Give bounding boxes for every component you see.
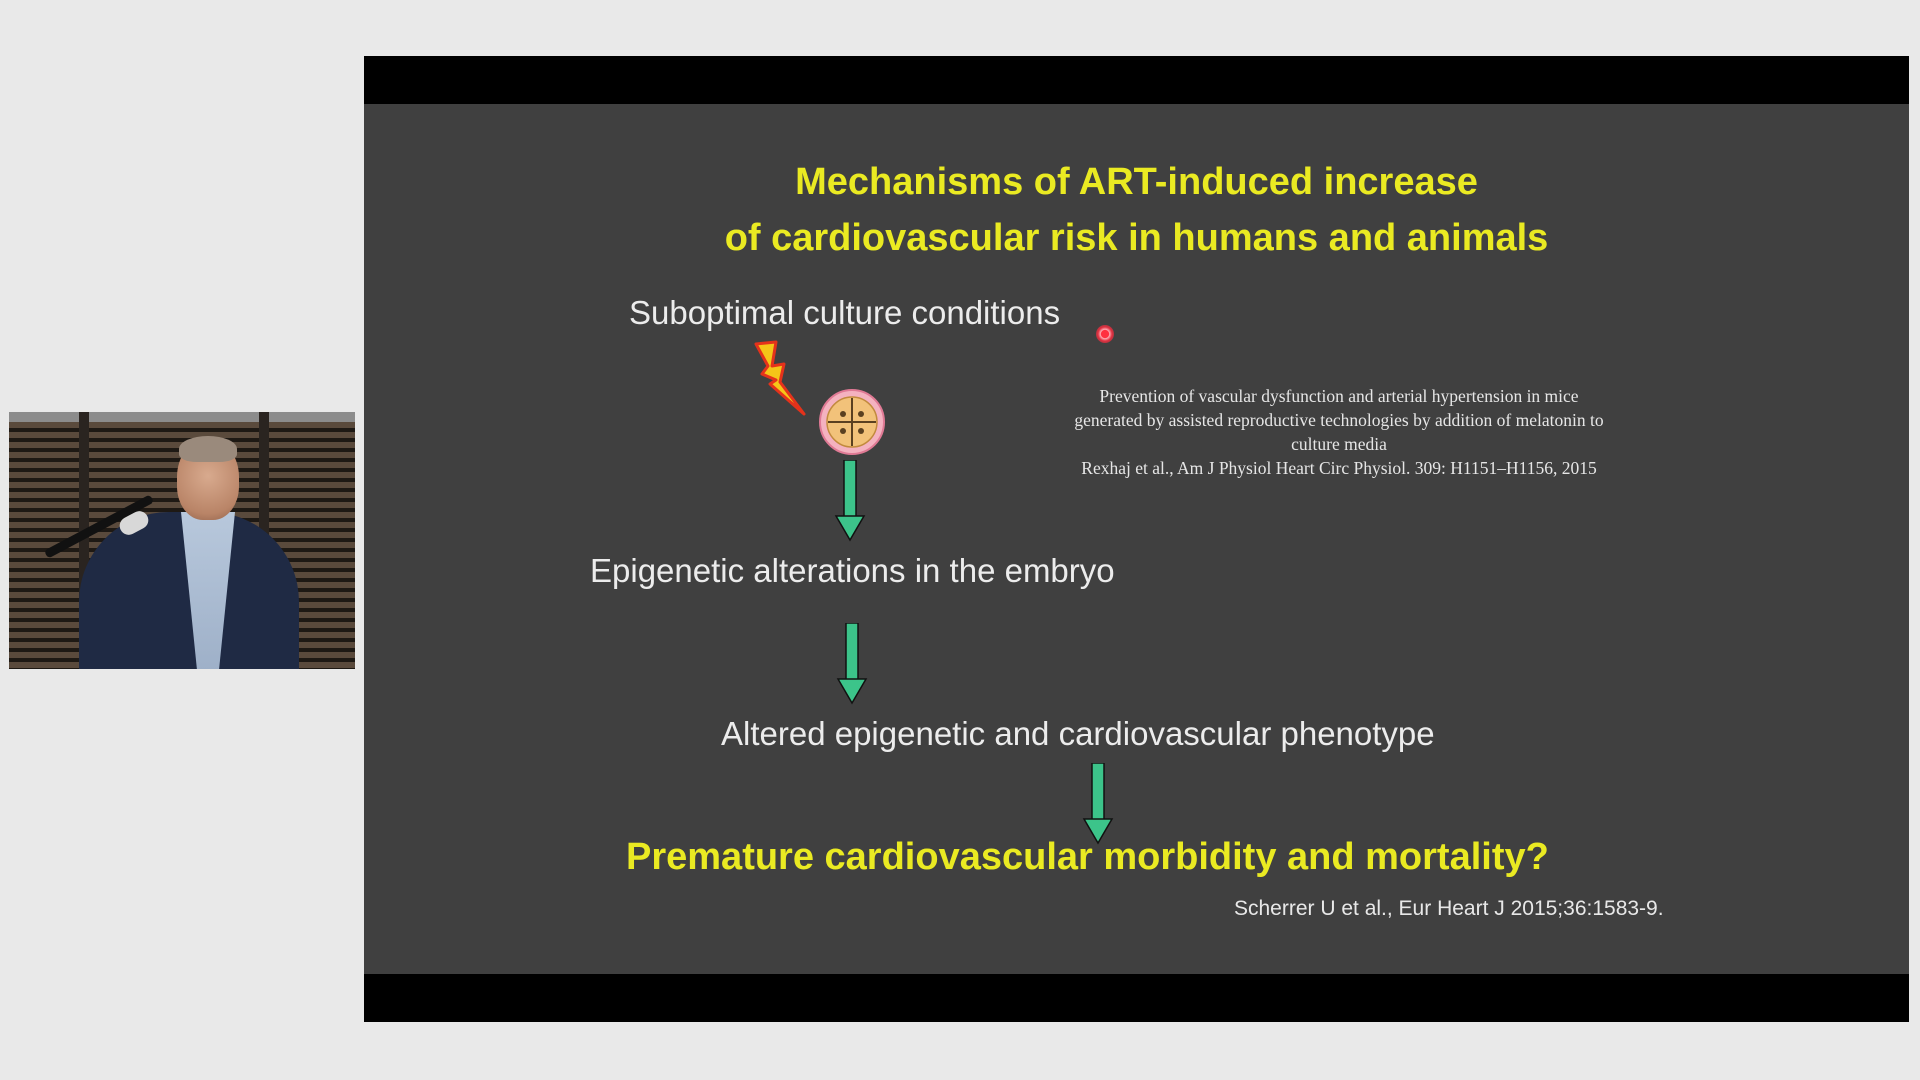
flow-step-culture-conditions: Suboptimal culture conditions: [629, 294, 1061, 331]
reference-line-2: generated by assisted reproductive technologies by addition of melatonin to: [1074, 410, 1604, 430]
slide-title: [364, 154, 1909, 266]
embryo-icon: [816, 386, 888, 458]
slide-title-line-2: of cardiovascular risk in humans and animals: [724, 217, 1549, 259]
reference-line-3: culture media: [1291, 434, 1387, 454]
down-arrow-icon: [834, 460, 866, 542]
reference-line-1: Prevention of vascular dysfunction and arterial hypertension in mice: [1099, 386, 1579, 406]
down-arrow-icon: [1082, 763, 1114, 845]
flow-step-altered-phenotype: Altered epigenetic and cardiovascular phenotype: [721, 715, 1435, 752]
speaker-webcam: [9, 412, 355, 669]
presentation-slide: [364, 104, 1909, 974]
flow-step-epigenetic-alterations: Epigenetic alterations in the embryo: [590, 552, 1115, 589]
reference-line-4: Rexhaj et al., Am J Physiol Heart Circ Physiol. 309: H1151–H1156, 2015: [1081, 458, 1597, 478]
reference-rexhaj: [1024, 384, 1654, 480]
citation-scherrer: Scherrer U et al., Eur Heart J 2015;36:1583-9.: [1234, 897, 1664, 920]
laser-pointer: [1096, 325, 1114, 343]
down-arrow-icon: [836, 623, 868, 705]
slide-conclusion: Premature cardiovascular morbidity and mortality?: [626, 836, 1549, 878]
lightning-bolt-icon: [750, 340, 810, 420]
webcam-top-edge: [9, 412, 355, 422]
slide-title-line-1: Mechanisms of ART-induced increase: [795, 161, 1478, 203]
speaker-hair: [179, 436, 237, 462]
slide-frame: [364, 56, 1909, 1022]
